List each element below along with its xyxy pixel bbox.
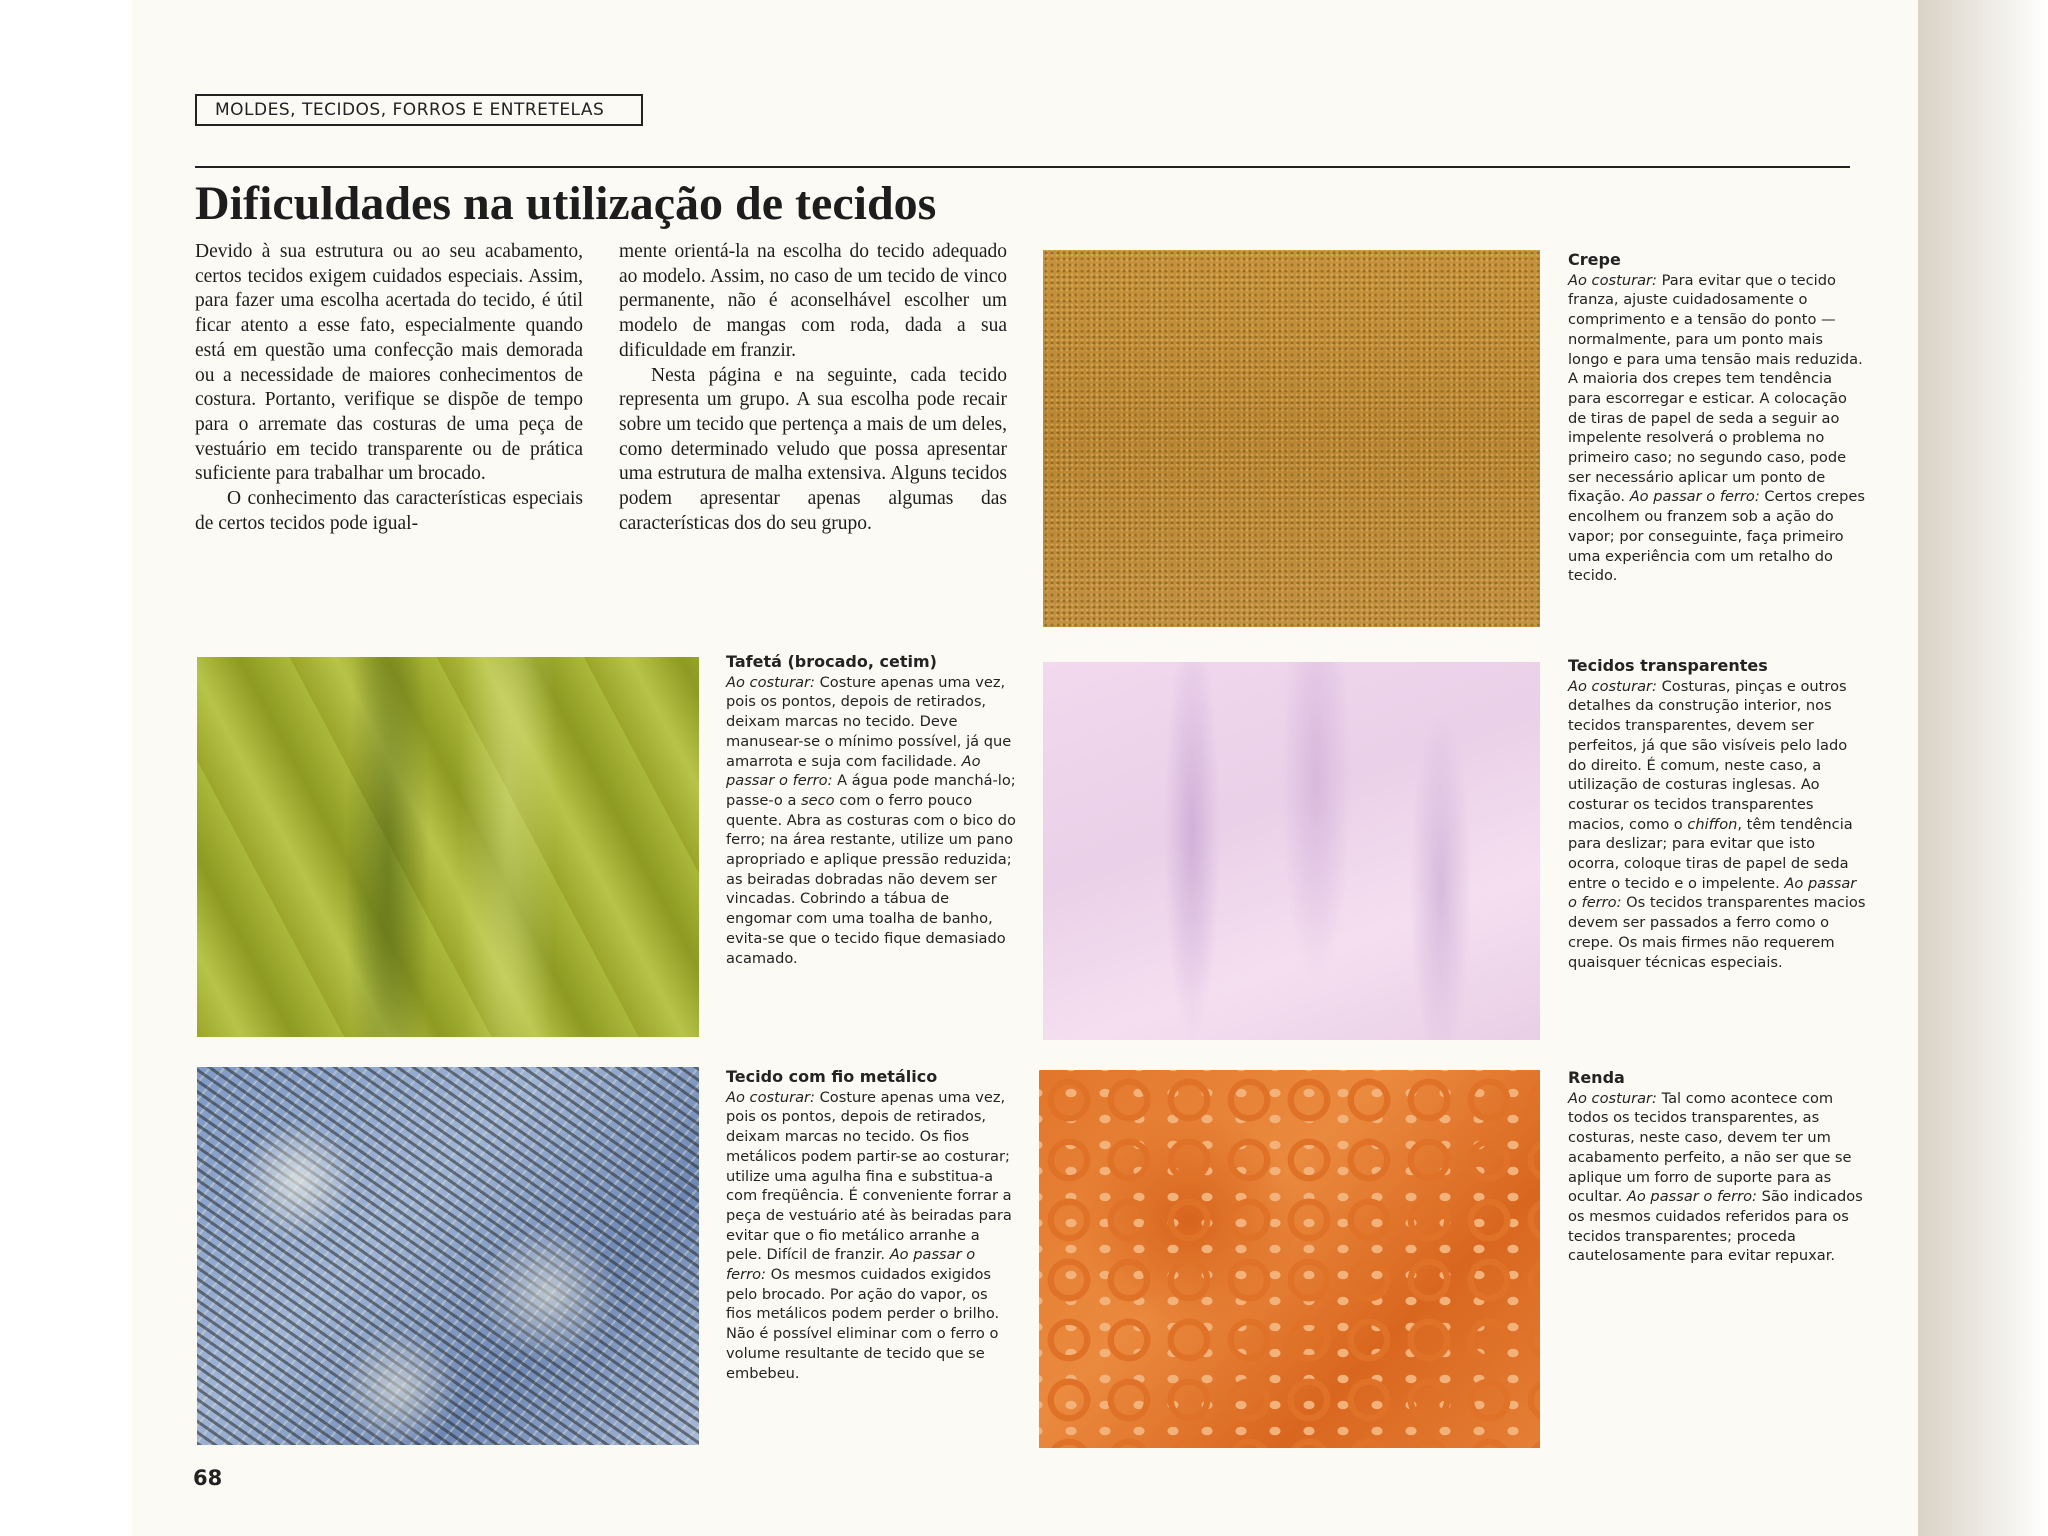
crepe-fabric-photo: [1043, 250, 1540, 627]
page-title: Dificuldades na utilização de tecidos: [195, 177, 937, 230]
sew-emphasis: chiffon: [1687, 815, 1738, 833]
iron-text: Os mesmos cuidados exigidos pelo brocado. Por ação do vapor, os fios metálicos podem perder o brilho. Não é possível eliminar com o ferro o volume resultante de tecido que se embebeu.: [726, 1266, 1000, 1382]
caption-title: Tafetá (brocado, cetim): [726, 652, 937, 671]
crepe-caption: [1568, 250, 1866, 586]
caption-title: Renda: [1568, 1068, 1625, 1087]
taffeta-fabric-photo: [197, 657, 699, 1037]
sew-text: Costure apenas uma vez, pois os pontos, depois de retirados, deixam marcas no tecido. Os fios metálicos podem partir-se ao costurar; utilize uma agulha fina e substitua-a com freqüência. É conveniente forrar a peça de vestuário até às beiradas para evitar que o fio metálico arranhe a pele. Difícil de franzir.: [726, 1088, 1012, 1264]
iron-text: São indicados os mesmos cuidados referidos para os tecidos transparentes; proceda cautelosamente para evitar repuxar.: [1568, 1188, 1863, 1265]
sew-text: , têm tendência para deslizar; para evitar que isto ocorra, coloque tiras de papel de seda entre o tecido e o impelente.: [1568, 815, 1853, 892]
sew-text: Costuras, pinças e outros detalhes da construção interior, nos tecidos transparentes, devem ser perfeitos, já que são visíveis pelo lado do direito. É comum, neste caso, a utilização de costuras inglesas. Ao costurar os tecidos transparentes macios, como o: [1568, 677, 1848, 833]
iron-text: A água pode manchá-lo; passe-o a: [726, 772, 1016, 809]
intro-column-1: [195, 240, 583, 536]
iron-label: Ao passar o ferro:: [1626, 1188, 1757, 1206]
intro-paragraph: Nesta página e na seguinte, cada tecido representa um grupo. A sua escolha pode recair sobre um tecido que pertença a mais de um deles, como determinado veludo que possa apresentar uma estrutura de malha extensiva. Alguns tecidos podem apresentar apenas algumas das características dos do seu grupo.: [619, 364, 1007, 534]
page-edge-shadow: [1918, 0, 2048, 1536]
iron-label: Ao passar o ferro:: [726, 1246, 976, 1284]
iron-text: com o ferro pouco quente. Abra as costuras com o bico do ferro; na área restante, utilize um pano apropriado e aplique pressão reduzida; as beiradas dobradas não devem ser vincadas. Cobrindo a tábua de engomar com uma toalha de banho, evita-se que o tecido fique demasiado acamado.: [726, 791, 1016, 967]
transparent-fabric-photo: [1043, 662, 1540, 1040]
iron-label: Ao passar o ferro:: [1629, 488, 1760, 506]
sew-text: Costure apenas uma vez, pois os pontos, depois de retirados, deixam marcas no tecido. Deve manusear-se o mínimo possível, já que amarrota e suja com facilidade.: [726, 673, 1012, 770]
caption-title: Crepe: [1568, 250, 1621, 269]
intro-paragraph: Devido à sua estrutura ou ao seu acabamento, certos tecidos exigem cuidados especiais. Assim, para fazer uma escolha acertada do tecido, é útil ficar atento a esse fato, especialmente quando está em questão uma confecção mais demorada ou a necessidade de maiores conhecimentos de costura. Portanto, verifique se dispõe de tempo para o arremate das costuras de uma peça de vestuário em tecido transparente ou de prática suficiente para trabalhar um brocado.: [195, 241, 583, 485]
iron-text: Certos crepes encolhem ou franzem sob a ação do vapor; por conseguinte, faça primeiro uma experiência com um retalho do tecido.: [1568, 488, 1866, 585]
taffeta-caption: [726, 652, 1018, 968]
caption-title: Tecido com fio metálico: [726, 1067, 938, 1086]
page-number: 68: [193, 1466, 223, 1490]
intro-column-2: [619, 240, 1007, 536]
header-rule: [195, 166, 1850, 168]
iron-label: Ao passar o ferro:: [726, 752, 981, 790]
caption-title: Tecidos transparentes: [1568, 656, 1768, 675]
metallic-fabric-photo: [197, 1067, 699, 1445]
sew-label: Ao costurar:: [1568, 1089, 1657, 1107]
lace-caption: [1568, 1068, 1868, 1266]
sew-label: Ao costurar:: [726, 673, 815, 691]
sew-label: Ao costurar:: [726, 1088, 815, 1106]
intro-paragraph: mente orientá-la na escolha do tecido adequado ao modelo. Assim, no caso de um tecido de vinco permanente, não é aconselhável escolher um modelo de mangas com roda, dada a sua dificuldade em franzir.: [619, 241, 1007, 361]
iron-emphasis: seco: [801, 791, 835, 809]
section-header: MOLDES, TECIDOS, FORROS E ENTRETELAS: [195, 94, 643, 126]
metallic-caption: [726, 1067, 1018, 1383]
sew-label: Ao costurar:: [1568, 677, 1657, 695]
sew-text: Tal como acontece com todos os tecidos transparentes, as costuras, neste caso, devem ter um acabamento perfeito, a não ser que se aplique um forro de suporte para as ocultar.: [1568, 1089, 1852, 1206]
sew-text: Para evitar que o tecido franza, ajuste cuidadosamente o comprimento e a tensão do ponto — normalmente, para um ponto mais longo e para uma tensão mais reduzida. A maioria dos crepes tem tendência para escorregar e esticar. A colocação de tiras de papel de seda a seguir ao impelente resolverá o problema no primeiro caso; no segundo caso, pode ser necessário aplicar um ponto de fixação.: [1568, 271, 1863, 506]
iron-text: Os tecidos transparentes macios devem ser passados a ferro como o crepe. Os mais firmes não requerem quaisquer técnicas especiais.: [1568, 894, 1866, 971]
iron-label: Ao passar o ferro:: [1568, 874, 1857, 912]
intro-paragraph: O conhecimento das características especiais de certos tecidos pode igual-: [195, 488, 583, 534]
sew-label: Ao costurar:: [1568, 271, 1657, 289]
lace-fabric-photo: [1039, 1070, 1540, 1448]
transparent-caption: [1568, 656, 1866, 972]
